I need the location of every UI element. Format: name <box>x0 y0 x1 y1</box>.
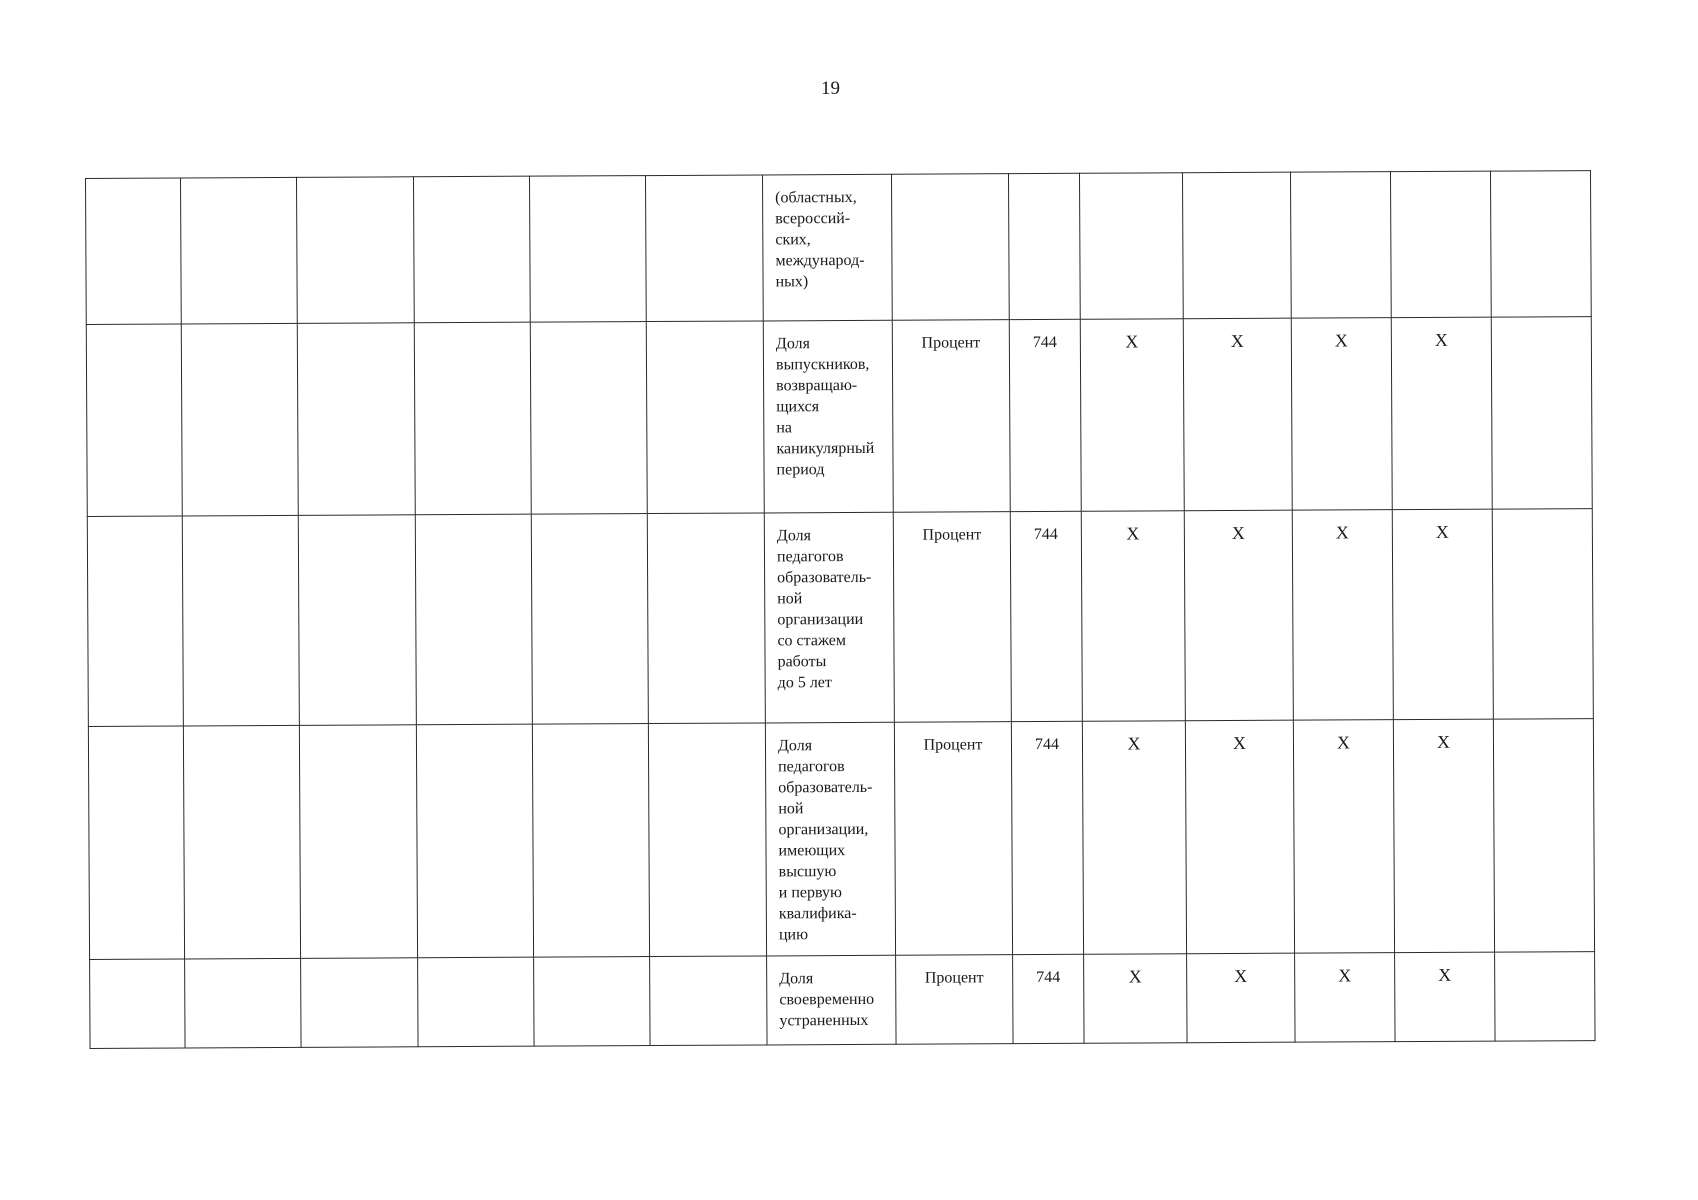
empty-cell <box>414 322 531 515</box>
value-cell: X <box>1391 317 1492 510</box>
empty-cell <box>650 956 767 1046</box>
empty-cell <box>88 726 184 959</box>
table-row <box>90 952 1595 1049</box>
indicator-description: Доля педагогов образователь- ной организации со стажем работы до 5 лет <box>764 512 894 723</box>
table-row <box>86 317 1592 517</box>
empty-cell <box>1495 952 1595 1042</box>
value-cell: X <box>1293 720 1394 954</box>
value-cell <box>1290 172 1391 319</box>
empty-cell <box>1493 719 1594 953</box>
empty-cell <box>299 725 417 959</box>
empty-cell <box>296 177 414 324</box>
value-cell: X <box>1084 954 1187 1044</box>
empty-cell <box>181 177 298 324</box>
empty-cell <box>529 176 646 323</box>
unit-cell <box>891 174 1009 321</box>
empty-cell <box>1492 509 1593 720</box>
unit-cell: Процент <box>896 955 1013 1045</box>
empty-cell <box>297 323 415 516</box>
empty-cell <box>185 958 301 1048</box>
indicator-description: Доля педагогов образователь- ной организации, имеющих высшую и первую квалифика- цию <box>765 722 895 956</box>
value-cell: X <box>1185 720 1294 954</box>
value-cell: X <box>1295 953 1395 1043</box>
empty-cell <box>298 515 416 726</box>
code-cell: 744 <box>1009 319 1081 511</box>
table-row <box>88 719 1594 960</box>
code-cell: 744 <box>1010 511 1082 721</box>
unit-cell: Процент <box>893 512 1011 723</box>
value-cell <box>1182 172 1291 319</box>
code-cell <box>1008 173 1080 319</box>
empty-cell <box>647 513 765 724</box>
empty-cell <box>86 178 182 324</box>
indicator-description: (областных, всероссий- ских, международ- ных) <box>762 174 892 321</box>
unit-cell: Процент <box>894 722 1012 956</box>
value-cell <box>1079 173 1183 320</box>
empty-cell <box>183 725 300 959</box>
value-cell: X <box>1292 510 1393 721</box>
empty-cell <box>416 724 533 958</box>
empty-cell <box>645 175 763 322</box>
code-cell: 744 <box>1011 721 1083 954</box>
unit-cell: Процент <box>892 320 1010 513</box>
value-cell: X <box>1082 721 1186 955</box>
empty-cell <box>301 958 418 1048</box>
empty-cell <box>530 322 647 515</box>
table-row <box>86 171 1592 325</box>
indicator-table-wrapper <box>85 170 1595 1049</box>
empty-cell <box>181 323 298 516</box>
indicator-description: Доля своевременно устраненных <box>767 955 896 1045</box>
value-cell: X <box>1393 719 1494 953</box>
empty-cell <box>90 959 185 1048</box>
empty-cell <box>87 516 183 726</box>
empty-cell <box>182 515 299 726</box>
value-cell: X <box>1081 511 1185 722</box>
empty-cell <box>86 324 182 516</box>
empty-cell <box>415 514 532 725</box>
empty-cell <box>1490 171 1591 318</box>
empty-cell <box>648 723 766 957</box>
value-cell: X <box>1291 318 1392 511</box>
value-cell: X <box>1080 319 1184 512</box>
empty-cell <box>531 514 648 725</box>
empty-cell <box>532 724 649 958</box>
indicator-description: Доля выпускников, возвращаю- щихся на каникулярный период <box>763 320 893 513</box>
empty-cell <box>413 176 530 323</box>
code-cell: 744 <box>1013 954 1084 1043</box>
value-cell: X <box>1187 953 1295 1043</box>
empty-cell <box>418 957 534 1047</box>
table-row <box>87 509 1593 727</box>
empty-cell <box>534 957 650 1047</box>
value-cell: X <box>1392 509 1493 720</box>
value-cell <box>1390 171 1491 318</box>
empty-cell <box>1491 317 1592 510</box>
value-cell: X <box>1395 952 1495 1042</box>
page-number: 19 <box>821 78 840 99</box>
value-cell: X <box>1183 318 1292 511</box>
indicator-table <box>85 170 1596 1049</box>
empty-cell <box>646 321 764 514</box>
value-cell: X <box>1184 510 1293 721</box>
